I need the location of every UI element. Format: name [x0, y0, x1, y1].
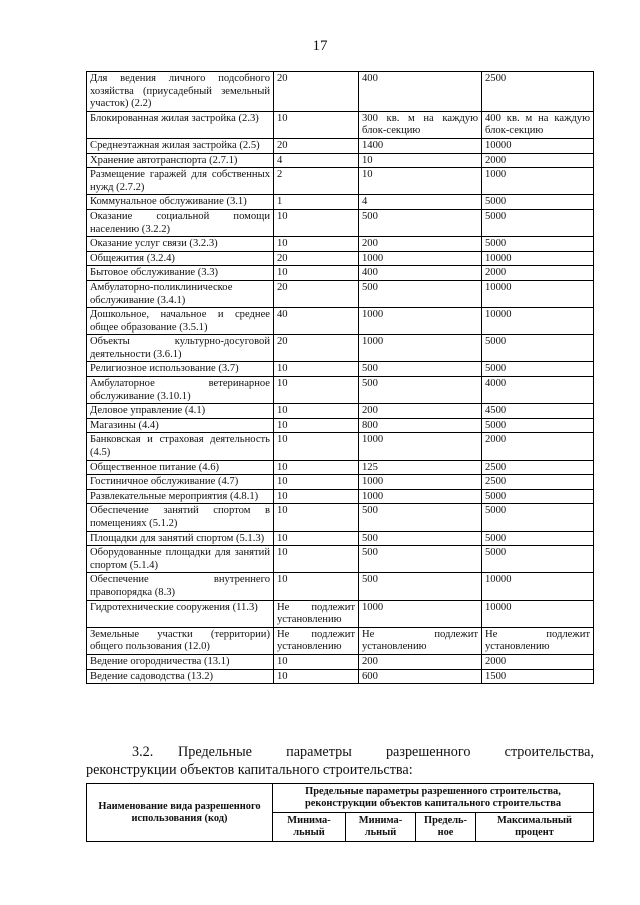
value-a: 10 [274, 404, 359, 419]
value-c: 10000 [482, 308, 594, 335]
value-b: Не подлежит установлению [359, 627, 482, 654]
value-c: 10000 [482, 251, 594, 266]
land-use-name: Оказание услуг связи (3.2.3) [87, 237, 274, 252]
table-row [87, 627, 594, 654]
value-b: 200 [359, 654, 482, 669]
value-b: 500 [359, 531, 482, 546]
value-b: 500 [359, 504, 482, 531]
land-use-name: Бытовое обслуживание (3.3) [87, 266, 274, 281]
value-c: 5000 [482, 335, 594, 362]
value-c: 2000 [482, 153, 594, 168]
value-c: 5000 [482, 531, 594, 546]
value-a: 10 [274, 111, 359, 138]
table-row [87, 433, 594, 460]
value-a: 10 [274, 573, 359, 600]
value-a: 10 [274, 504, 359, 531]
value-b: 200 [359, 237, 482, 252]
value-b: 1000 [359, 335, 482, 362]
value-c: 5000 [482, 362, 594, 377]
value-c: 2500 [482, 475, 594, 490]
value-b: 300 кв. м на каждую блок-секцию [359, 111, 482, 138]
land-use-name: Коммунальное обслуживание (3.1) [87, 195, 274, 210]
value-a: 2 [274, 168, 359, 195]
land-use-name: Общежития (3.2.4) [87, 251, 274, 266]
value-b: 600 [359, 669, 482, 684]
land-use-name: Деловое управление (4.1) [87, 404, 274, 419]
value-c: 2500 [482, 460, 594, 475]
value-a: 10 [274, 546, 359, 573]
value-b: 400 [359, 266, 482, 281]
value-a: 10 [274, 433, 359, 460]
value-c: 5000 [482, 546, 594, 573]
value-b: 500 [359, 280, 482, 307]
value-c: 10000 [482, 573, 594, 600]
value-a: 10 [274, 531, 359, 546]
value-c: 5000 [482, 237, 594, 252]
value-a: 40 [274, 308, 359, 335]
land-use-name: Обеспечение внутреннего правопорядка (8.3) [87, 573, 274, 600]
value-c: 1000 [482, 168, 594, 195]
table-row [87, 72, 594, 112]
value-a: 20 [274, 138, 359, 153]
table-row [87, 418, 594, 433]
value-c: 4500 [482, 404, 594, 419]
value-c: 5000 [482, 209, 594, 236]
value-a: 20 [274, 251, 359, 266]
land-use-name: Амбулаторно-поликлиническое обслуживание (3.4.1) [87, 280, 274, 307]
header-limit: Предель-ное [416, 813, 476, 842]
value-c: Не подлежит установлению [482, 627, 594, 654]
land-use-name: Для ведения личного подсобного хозяйства (приусадебный земельный участок) (2.2) [87, 72, 274, 112]
land-use-name: Размещение гаражей для собственных нужд (2.7.2) [87, 168, 274, 195]
value-b: 1000 [359, 475, 482, 490]
land-use-name: Ведение садоводства (13.2) [87, 669, 274, 684]
header-minimum-2: Минима-льный [346, 813, 416, 842]
value-c: 4000 [482, 377, 594, 404]
land-use-name: Площадки для занятий спортом (5.1.3) [87, 531, 274, 546]
value-b: 500 [359, 377, 482, 404]
value-a: 10 [274, 669, 359, 684]
value-b: 1000 [359, 600, 482, 627]
section-heading: Предельные параметры разрешенного строительства, реконструкции объектов капитального строительства: [86, 744, 594, 778]
table-row [87, 489, 594, 504]
table-row [87, 266, 594, 281]
value-b: 200 [359, 404, 482, 419]
table-row [87, 531, 594, 546]
value-b: 500 [359, 573, 482, 600]
value-a: 10 [274, 475, 359, 490]
land-use-name: Общественное питание (4.6) [87, 460, 274, 475]
value-b: 1400 [359, 138, 482, 153]
land-use-name: Дошкольное, начальное и среднее общее образование (3.5.1) [87, 308, 274, 335]
section-number: 3.2. [132, 744, 154, 760]
land-use-name: Банковская и страховая деятельность (4.5) [87, 433, 274, 460]
land-use-name: Ведение огородничества (13.1) [87, 654, 274, 669]
table-row [87, 280, 594, 307]
header-max-percent: Максимальный процент [476, 813, 594, 842]
value-c: 400 кв. м на каждую блок-секцию [482, 111, 594, 138]
land-use-table-body [87, 72, 594, 684]
value-c: 10000 [482, 280, 594, 307]
table-row [87, 195, 594, 210]
value-a: 10 [274, 362, 359, 377]
value-b: 1000 [359, 308, 482, 335]
table-row [87, 362, 594, 377]
table-row [87, 308, 594, 335]
land-use-name: Амбулаторное ветеринарное обслуживание (3.10.1) [87, 377, 274, 404]
table-row [87, 111, 594, 138]
value-c: 2000 [482, 266, 594, 281]
land-use-name: Блокированная жилая застройка (2.3) [87, 111, 274, 138]
land-use-name: Гидротехнические сооружения (11.3) [87, 600, 274, 627]
value-b: 125 [359, 460, 482, 475]
land-use-name: Земельные участки (территории) общего пользования (12.0) [87, 627, 274, 654]
table-row [87, 209, 594, 236]
table-row [87, 168, 594, 195]
value-b: 4 [359, 195, 482, 210]
land-use-table [86, 71, 594, 684]
value-a: Не подлежит установлению [274, 627, 359, 654]
land-use-name: Среднеэтажная жилая застройка (2.5) [87, 138, 274, 153]
table-row [87, 153, 594, 168]
value-b: 800 [359, 418, 482, 433]
value-a: 20 [274, 280, 359, 307]
table-row [87, 404, 594, 419]
land-use-name: Обеспечение занятий спортом в помещениях (5.1.2) [87, 504, 274, 531]
value-b: 10 [359, 168, 482, 195]
table-row [87, 654, 594, 669]
table-row [87, 573, 594, 600]
value-c: 5000 [482, 418, 594, 433]
parameters-table [86, 783, 594, 842]
land-use-name: Оказание социальной помощи населению (3.2.2) [87, 209, 274, 236]
land-use-name: Оборудованные площадки для занятий спортом (5.1.4) [87, 546, 274, 573]
value-a: 1 [274, 195, 359, 210]
value-a: 10 [274, 209, 359, 236]
land-use-name: Развлекательные мероприятия (4.8.1) [87, 489, 274, 504]
value-c: 5000 [482, 504, 594, 531]
table-row [87, 237, 594, 252]
value-b: 1000 [359, 251, 482, 266]
value-a: 4 [274, 153, 359, 168]
table-row [87, 251, 594, 266]
value-c: 2000 [482, 433, 594, 460]
land-use-name: Магазины (4.4) [87, 418, 274, 433]
value-a: 10 [274, 654, 359, 669]
table-row [87, 377, 594, 404]
table-row [87, 475, 594, 490]
page-number: 17 [312, 38, 328, 54]
table-row [87, 546, 594, 573]
table-row [87, 600, 594, 627]
value-c: 2000 [482, 654, 594, 669]
value-b: 500 [359, 362, 482, 377]
value-c: 2500 [482, 72, 594, 112]
value-a: 10 [274, 377, 359, 404]
value-a: 20 [274, 72, 359, 112]
land-use-name: Объекты культурно-досуговой деятельности (3.6.1) [87, 335, 274, 362]
land-use-name: Гостиничное обслуживание (4.7) [87, 475, 274, 490]
table-row [87, 335, 594, 362]
value-c: 5000 [482, 195, 594, 210]
value-b: 1000 [359, 433, 482, 460]
value-b: 1000 [359, 489, 482, 504]
section-3-2 [86, 743, 594, 779]
value-a: 10 [274, 266, 359, 281]
land-use-name: Религиозное использование (3.7) [87, 362, 274, 377]
header-minimum-1: Минима-льный [273, 813, 346, 842]
value-a: 10 [274, 489, 359, 504]
value-a: 10 [274, 418, 359, 433]
value-a: 20 [274, 335, 359, 362]
value-c: 5000 [482, 489, 594, 504]
value-c: 1500 [482, 669, 594, 684]
table-row [87, 138, 594, 153]
value-b: 500 [359, 546, 482, 573]
value-a: 10 [274, 460, 359, 475]
value-b: 10 [359, 153, 482, 168]
table-row [87, 669, 594, 684]
value-a: Не подлежит установлению [274, 600, 359, 627]
value-c: 10000 [482, 600, 594, 627]
value-c: 10000 [482, 138, 594, 153]
table-row [87, 460, 594, 475]
header-land-use-type: Наименование вида разрешенного использования (код) [87, 784, 273, 842]
value-b: 400 [359, 72, 482, 112]
land-use-name: Хранение автотранспорта (2.7.1) [87, 153, 274, 168]
value-b: 500 [359, 209, 482, 236]
header-parameters-group: Предельные параметры разрешенного строительства, реконструкции объектов капитального строительства [273, 784, 594, 813]
table-row [87, 504, 594, 531]
value-a: 10 [274, 237, 359, 252]
